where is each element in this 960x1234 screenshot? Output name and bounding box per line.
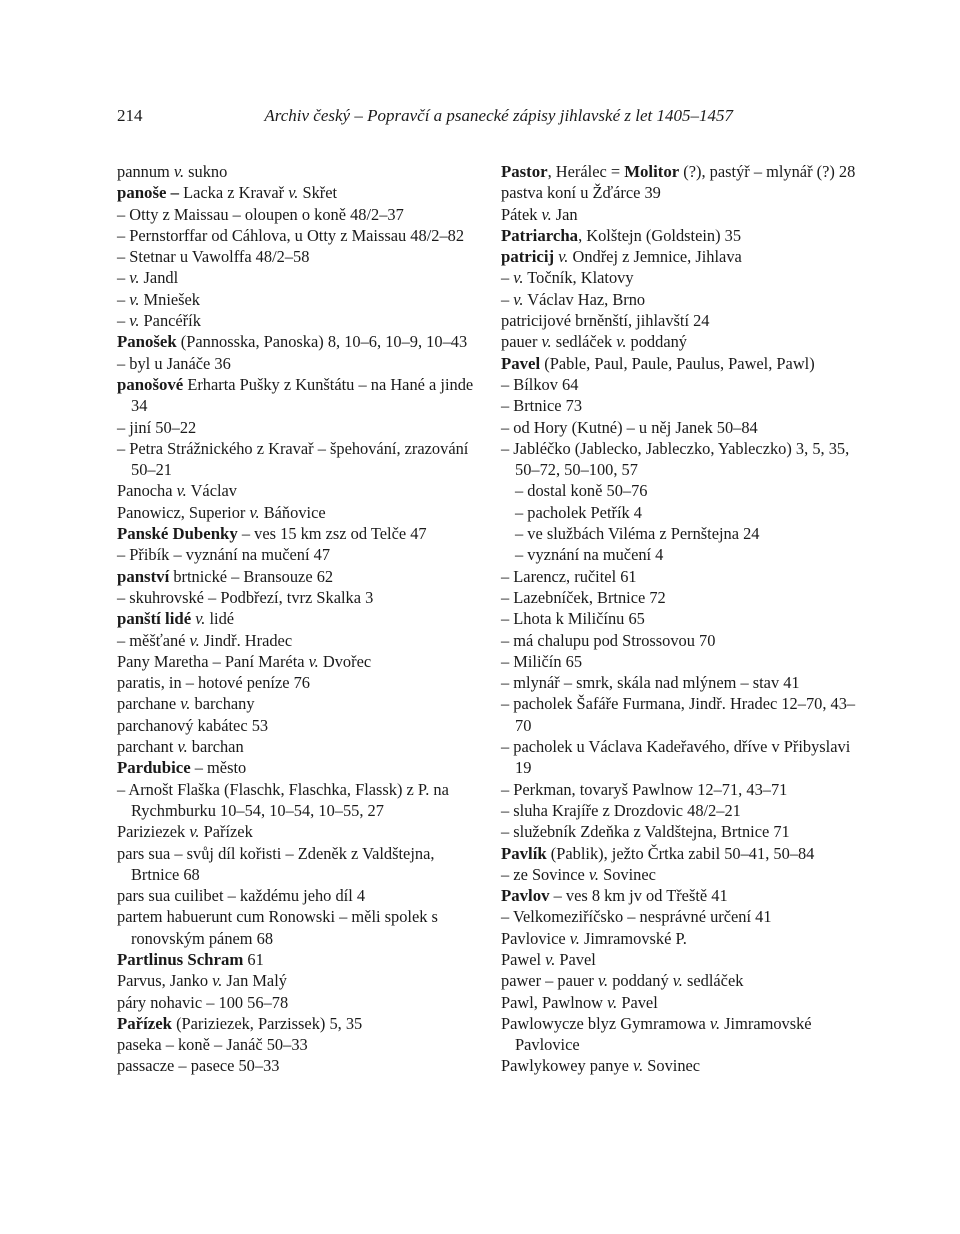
entry-see-reference: v. bbox=[173, 162, 185, 181]
entry-text: – ve službách Viléma z Pernštejna 24 bbox=[515, 524, 760, 544]
index-entry bbox=[117, 246, 477, 267]
entry-text: Lacka z Kravař bbox=[179, 183, 289, 203]
index-entry bbox=[501, 864, 857, 885]
index-entry bbox=[117, 651, 477, 672]
entry-text: – pacholek Petřík 4 bbox=[515, 502, 642, 522]
index-entry bbox=[501, 395, 857, 416]
entry-text: – Stetnar u Vawolffa 48/2–58 bbox=[117, 247, 310, 267]
entry-see-reference: v. bbox=[513, 289, 524, 309]
entry-headword: patricij bbox=[501, 247, 555, 267]
entry-headword: Pavlík bbox=[501, 843, 547, 863]
entry-see-reference: v. bbox=[129, 311, 140, 331]
entry-headword: Pařízek bbox=[117, 1013, 172, 1033]
entry-headword: Pavel bbox=[501, 353, 541, 373]
entry-text: Pawlykowey panye bbox=[501, 1056, 634, 1076]
index-entry bbox=[501, 417, 857, 438]
entry-text: – Velkomeziříčsko – nesprávné určení 41 bbox=[501, 907, 772, 927]
index-entry bbox=[501, 843, 857, 864]
entry-see-reference: v. bbox=[709, 1013, 721, 1033]
entry-text: – Larencz, ručitel 61 bbox=[501, 566, 637, 586]
entry-headword: Panské Dubenky bbox=[117, 524, 238, 544]
entry-text: parchanový kabátec 53 bbox=[117, 715, 269, 735]
entry-text: – sluha Krajíře z Drozdovic 48/2–21 bbox=[501, 800, 741, 820]
entry-text: – Otty z Maissau – oloupen o koně 48/2–37 bbox=[117, 204, 404, 224]
entry-text: Panowicz, Superior bbox=[117, 502, 250, 522]
entry-text: – Lazebníček, Brtnice 72 bbox=[501, 587, 666, 607]
entry-text: (Pable, Paul, Paule, Paulus, Pawel, Pawl) bbox=[540, 353, 815, 373]
entry-text: Dvořec bbox=[318, 651, 372, 671]
index-entry bbox=[501, 906, 857, 927]
entry-see-reference: v. bbox=[176, 481, 187, 501]
index-entry bbox=[117, 587, 477, 608]
entry-text: Pawel bbox=[501, 949, 546, 969]
index-entry bbox=[117, 353, 477, 374]
index-entry bbox=[117, 417, 477, 438]
entry-text: Erharta Pušky z Kunštátu – na Hané a jinde 34 bbox=[131, 374, 474, 416]
entry-text: – bbox=[501, 289, 514, 309]
entry-text: Pavlovice bbox=[501, 928, 570, 948]
index-entry bbox=[501, 438, 857, 481]
entry-text: Pavel bbox=[555, 949, 596, 969]
entry-see-reference: v. bbox=[588, 864, 599, 884]
entry-headword: Partlinus Schram bbox=[117, 949, 244, 969]
entry-see-reference: v. bbox=[195, 609, 206, 629]
entry-see-reference: v. bbox=[189, 822, 200, 842]
index-entry bbox=[501, 331, 857, 352]
entry-text: – pacholek Šafáře Furmana, Jindř. Hradec 12–70, 43–70 bbox=[501, 694, 856, 735]
entry-text: – ves 15 km zsz od Telče 47 bbox=[237, 524, 427, 544]
index-entry bbox=[117, 608, 477, 629]
entry-text: – Bílkov 64 bbox=[501, 374, 579, 394]
index-entry bbox=[501, 502, 857, 523]
index-entry bbox=[501, 161, 857, 182]
entry-text: Pany Maretha – Paní Maréta bbox=[117, 651, 309, 671]
entry-see-reference: v. bbox=[569, 928, 580, 948]
index-column-right bbox=[501, 161, 857, 1077]
entry-see-reference: v. bbox=[633, 1056, 644, 1076]
entry-text: – ves 8 km jv od Třeště 41 bbox=[549, 886, 728, 906]
index-entry bbox=[117, 289, 477, 310]
entry-text: Skřet bbox=[298, 183, 338, 203]
entry-text: patricijové brněnští, jihlavští 24 bbox=[501, 311, 710, 331]
running-title: Archiv český – Popravčí a psanecké zápisy jihlavské z let 1405–1457 bbox=[264, 106, 733, 125]
entry-see-reference: v. bbox=[541, 204, 552, 224]
entry-text: paratis, in – hotové peníze 76 bbox=[117, 673, 310, 693]
index-entry bbox=[117, 630, 477, 651]
entry-text: Sovinec bbox=[599, 864, 656, 884]
entry-text: – mlynář – smrk, skála nad mlýnem – stav 41 bbox=[501, 673, 800, 693]
entry-see-reference: v. bbox=[558, 247, 569, 267]
entry-see-reference: v. bbox=[545, 949, 556, 969]
entry-see-reference: v. bbox=[189, 630, 200, 650]
entry-text: – Pernstorffar od Cáhlova, u Otty z Maissau 48/2–82 bbox=[117, 225, 465, 245]
entry-text: pannum bbox=[117, 162, 174, 181]
entry-text: – bbox=[117, 268, 130, 288]
entry-text: pars sua cuilibet – každému jeho díl 4 bbox=[117, 886, 366, 906]
entry-headword: panoše – bbox=[117, 183, 180, 203]
entry-text: Pařízek bbox=[199, 822, 253, 842]
entry-text: – Lhota k Miličínu 65 bbox=[501, 609, 645, 629]
entry-see-reference: v. bbox=[177, 737, 188, 757]
index-entry bbox=[501, 693, 857, 736]
entry-text: – Jabléčko (Jablecko, Jableczko, Yableczko) 3, 5, 35, 50–72, 50–100, 57 bbox=[501, 438, 850, 480]
index-entry bbox=[501, 310, 857, 331]
index-column-left bbox=[117, 161, 477, 1077]
index-entry bbox=[117, 779, 477, 822]
index-entry bbox=[117, 757, 477, 778]
entry-text: – jiní 50–22 bbox=[117, 417, 197, 437]
index-entry bbox=[117, 992, 477, 1013]
entry-text: sedláček bbox=[551, 332, 617, 352]
entry-text: sukno bbox=[184, 162, 228, 181]
entry-headword: Patriarcha bbox=[501, 225, 579, 245]
entry-text: pawer – pauer bbox=[501, 971, 598, 991]
entry-text: Mniešek bbox=[139, 289, 200, 309]
entry-text: poddaný bbox=[626, 332, 687, 352]
entry-headword: panství bbox=[117, 566, 170, 586]
entry-text: partem habuerunt cum Ronowski – měli spolek s ronovským pánem 68 bbox=[117, 907, 438, 948]
entry-text: Václav bbox=[186, 481, 237, 501]
entry-text: barchany bbox=[190, 694, 255, 714]
index-entry bbox=[501, 289, 857, 310]
entry-see-reference: v. bbox=[129, 268, 140, 288]
index-entry bbox=[117, 715, 477, 736]
entry-headword: Molitor bbox=[624, 162, 680, 181]
entry-text: barchan bbox=[187, 737, 244, 757]
index-entry bbox=[501, 204, 857, 225]
entry-see-reference: v. bbox=[129, 289, 140, 309]
entry-text: – Brtnice 73 bbox=[501, 396, 583, 416]
entry-text: – Arnošt Flaška (Flaschk, Flaschka, Flassk) z P. na Rychmburku 10–54, 10–54, 10–55, 27 bbox=[117, 779, 449, 820]
entry-text: – byl u Janáče 36 bbox=[117, 353, 231, 373]
index-entry bbox=[117, 843, 477, 886]
entry-headword: Pavlov bbox=[501, 886, 550, 906]
index-entry bbox=[117, 502, 477, 523]
index-entry bbox=[501, 970, 857, 991]
index-entry bbox=[117, 906, 477, 949]
entry-see-reference: v. bbox=[249, 502, 260, 522]
index-entry bbox=[501, 480, 857, 501]
index-entry bbox=[117, 970, 477, 991]
entry-text: – bbox=[501, 268, 514, 288]
entry-text: poddaný bbox=[608, 971, 673, 991]
entry-text: parchant bbox=[117, 737, 178, 757]
index-entry bbox=[501, 566, 857, 587]
index-entry bbox=[117, 821, 477, 842]
entry-text: – od Hory (Kutné) – u něj Janek 50–84 bbox=[501, 417, 758, 437]
entry-text: – pacholek u Václava Kadeřavého, dříve v Přibyslavi 19 bbox=[501, 737, 851, 778]
entry-text: – Petra Strážnického z Kravař – špehování, zrazování 50–21 bbox=[117, 438, 469, 480]
entry-text: Točník, Klatovy bbox=[523, 268, 634, 288]
entry-see-reference: v. bbox=[513, 268, 524, 288]
index-entry bbox=[501, 736, 857, 779]
index-entry bbox=[501, 353, 857, 374]
index-entry bbox=[117, 374, 477, 417]
entry-text: brtnické – Bransouze 62 bbox=[169, 566, 334, 586]
index-entry bbox=[501, 267, 857, 288]
entry-text: – vyznání na mučení 4 bbox=[515, 545, 664, 565]
entry-text: Jimramovské Pavlovice bbox=[515, 1013, 812, 1055]
index-entry bbox=[501, 651, 857, 672]
entry-see-reference: v. bbox=[607, 992, 618, 1012]
entry-text: – služebník Zdeňka z Valdštejna, Brtnice 71 bbox=[501, 822, 790, 842]
entry-see-reference: v. bbox=[288, 183, 299, 203]
index-entry bbox=[117, 1013, 477, 1034]
index-entry bbox=[117, 204, 477, 225]
entry-text: parchane bbox=[117, 694, 181, 714]
index-entry bbox=[501, 928, 857, 949]
entry-text: Václav Haz, Brno bbox=[523, 289, 646, 309]
index-entry bbox=[117, 885, 477, 906]
index-entry bbox=[117, 566, 477, 587]
entry-text: Pavel bbox=[617, 992, 658, 1012]
index-entry bbox=[501, 374, 857, 395]
index-entry bbox=[501, 608, 857, 629]
entry-text: Pancéřík bbox=[139, 311, 201, 331]
index-entry bbox=[117, 480, 477, 501]
index-entry bbox=[117, 331, 477, 352]
entry-text: – Miličín 65 bbox=[501, 651, 583, 671]
index-entry bbox=[117, 949, 477, 970]
entry-text: – Perkman, tovaryš Pawlnow 12–71, 43–71 bbox=[501, 779, 788, 799]
entry-text: – ze Sovince bbox=[501, 864, 589, 884]
index-entry bbox=[117, 1034, 477, 1055]
index-entry bbox=[501, 779, 857, 800]
index-entry bbox=[117, 544, 477, 565]
index-entry bbox=[501, 630, 857, 651]
entry-see-reference: v. bbox=[616, 332, 627, 352]
index-entry bbox=[117, 672, 477, 693]
entry-see-reference: v. bbox=[597, 971, 609, 991]
entry-text: – bbox=[117, 289, 130, 309]
entry-see-reference: v. bbox=[308, 651, 319, 671]
entry-headword: panošové bbox=[117, 374, 184, 394]
entry-text: , Kolštejn (Goldstein) 35 bbox=[578, 225, 742, 245]
entry-headword: Panošek bbox=[117, 332, 177, 352]
entry-text: – má chalupu pod Strossovou 70 bbox=[501, 630, 716, 650]
index-entry bbox=[501, 225, 857, 246]
index-entry bbox=[117, 438, 477, 481]
entry-text: – měšťané bbox=[117, 630, 190, 650]
entry-text: sedláček bbox=[682, 971, 744, 991]
entry-text: pars sua – svůj díl kořisti – Zdeněk z Valdštejna, Brtnice 68 bbox=[117, 843, 435, 884]
entry-text: Pariziezek bbox=[117, 822, 190, 842]
entry-text: , Herálec = bbox=[547, 162, 625, 181]
index-entry bbox=[501, 800, 857, 821]
index-entry bbox=[117, 161, 477, 182]
entry-headword: Pardubice bbox=[117, 758, 191, 778]
index-entry bbox=[501, 182, 857, 203]
entry-text: Sovinec bbox=[643, 1056, 701, 1076]
entry-headword: Pastor bbox=[501, 162, 548, 181]
entry-text: – bbox=[117, 311, 130, 331]
entry-text: lidé bbox=[205, 609, 235, 629]
index-entry bbox=[117, 225, 477, 246]
index-entry bbox=[117, 1055, 477, 1076]
entry-see-reference: v. bbox=[212, 971, 223, 991]
index-entry bbox=[501, 821, 857, 842]
entry-headword: panští lidé bbox=[117, 609, 192, 629]
entry-text: Jan bbox=[551, 204, 578, 224]
index-entry bbox=[117, 310, 477, 331]
entry-text: 61 bbox=[243, 949, 264, 969]
entry-text: Pátek bbox=[501, 204, 542, 224]
index-entry bbox=[117, 736, 477, 757]
index-entry bbox=[117, 182, 477, 203]
entry-text: Jan Malý bbox=[222, 971, 287, 991]
entry-text: pastva koní u Žďárce 39 bbox=[501, 183, 661, 203]
entry-text: (Pariziezek, Parzissek) 5, 35 bbox=[171, 1013, 363, 1033]
index-entry bbox=[501, 949, 857, 970]
index-entry bbox=[117, 267, 477, 288]
entry-text: – dostal koně 50–76 bbox=[515, 481, 648, 501]
index-entry bbox=[501, 1055, 857, 1076]
index-entry bbox=[501, 992, 857, 1013]
entry-text: Jandl bbox=[139, 268, 179, 288]
index-entry bbox=[501, 523, 857, 544]
entry-text: Parvus, Janko bbox=[117, 971, 213, 991]
page-number: 214 bbox=[117, 106, 143, 125]
index-entry bbox=[501, 544, 857, 565]
entry-text: Pawlowycze blyz Gymramowa bbox=[501, 1013, 710, 1033]
entry-see-reference: v. bbox=[180, 694, 191, 714]
entry-text: – město bbox=[190, 758, 247, 778]
index-entry bbox=[501, 885, 857, 906]
entry-text: Jimramovské P. bbox=[579, 928, 687, 948]
entry-text: Ondřej z Jemnice, Jihlava bbox=[568, 247, 742, 267]
page-header bbox=[117, 103, 733, 129]
entry-text: (Pannosska, Panoska) 8, 10–6, 10–9, 10–43 bbox=[176, 332, 468, 352]
entry-text: Jindř. Hradec bbox=[199, 630, 293, 650]
entry-see-reference: v. bbox=[541, 332, 552, 352]
index-entry bbox=[117, 523, 477, 544]
entry-text: – Přibík – vyznání na mučení 47 bbox=[117, 545, 331, 565]
entry-text: passacze – pasece 50–33 bbox=[117, 1056, 280, 1076]
entry-text: (Pablik), ježto Črtka zabil 50–41, 50–84 bbox=[546, 843, 815, 863]
index-entry bbox=[501, 672, 857, 693]
index-entry bbox=[501, 587, 857, 608]
entry-text: – skuhrovské – Podbřezí, tvrz Skalka 3 bbox=[117, 587, 374, 607]
index-entry bbox=[501, 246, 857, 267]
entry-text: (?), pastýř – mlynář (?) 28 bbox=[679, 162, 856, 181]
entry-see-reference: v. bbox=[672, 971, 683, 991]
index-entry bbox=[501, 1013, 857, 1056]
index-entry bbox=[117, 693, 477, 714]
entry-text: Báňovice bbox=[259, 502, 326, 522]
entry-text: paseka – koně – Janáč 50–33 bbox=[117, 1035, 308, 1055]
entry-text: Panocha bbox=[117, 481, 177, 501]
entry-text: Pawl, Pawlnow bbox=[501, 992, 608, 1012]
entry-text: páry nohavic – 100 56–78 bbox=[117, 992, 289, 1012]
entry-text: pauer bbox=[501, 332, 542, 352]
